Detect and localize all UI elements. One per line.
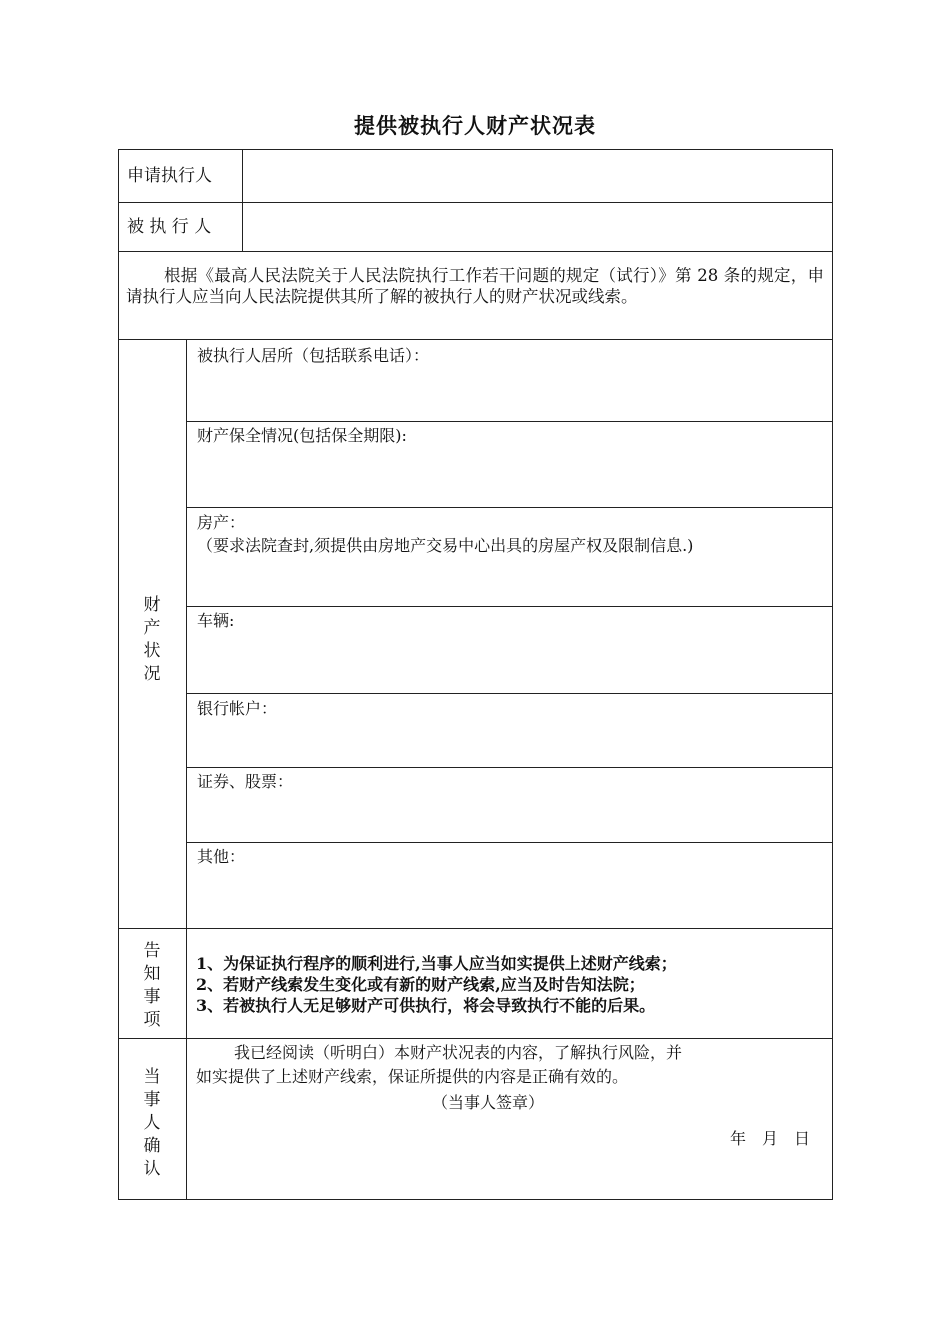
date-field[interactable]: 年 月 日 xyxy=(730,1129,811,1148)
property-row-residence[interactable] xyxy=(188,341,831,420)
property-row-real-estate[interactable] xyxy=(188,509,831,605)
real-estate-label: 房产： xyxy=(197,513,246,532)
confirm-statement-line-2: 如实提供了上述财产线索，保证所提供的内容是正确有效的。 xyxy=(196,1067,629,1086)
notice-item-3: 3、若被执行人无足够财产可供执行，将会导致执行不能的后果。 xyxy=(196,996,656,1015)
page-title: 提供被执行人财产状况表 xyxy=(354,113,596,138)
notice-section-label: 告知事项 xyxy=(143,941,161,1030)
confirm-section-label: 当事人确认 xyxy=(143,1067,161,1179)
signature-area[interactable] xyxy=(560,1090,720,1116)
bank-account-label: 银行帐户： xyxy=(197,699,278,718)
other-label: 其他： xyxy=(197,847,246,866)
preservation-label: 财产保全情况(包括保全期限): xyxy=(197,426,407,445)
applicant-label: 申请执行人 xyxy=(127,166,212,186)
respondent-label: 被 执 行 人 xyxy=(127,217,212,237)
property-row-other[interactable] xyxy=(188,844,831,927)
confirm-statement-line-1: 我已经阅读（听明白）本财产状况表的内容，了解执行风险，并 xyxy=(234,1043,683,1062)
property-section-label: 财产状况 xyxy=(143,595,161,684)
property-row-vehicle[interactable] xyxy=(188,608,831,692)
property-row-securities[interactable] xyxy=(188,769,831,841)
property-row-bank-account[interactable] xyxy=(188,695,831,766)
securities-label: 证券、股票： xyxy=(197,772,294,791)
real-estate-note: （要求法院查封,须提供由房地产交易中心出具的房屋产权及限制信息.) xyxy=(197,536,694,555)
applicant-field[interactable] xyxy=(244,151,831,201)
notice-item-2: 2、若财产线索发生变化或有新的财产线索,应当及时告知法院； xyxy=(196,975,645,994)
respondent-field[interactable] xyxy=(244,204,831,250)
legal-basis-text: 根据《最高人民法院关于人民法院执行工作若干问题的规定（试行）》第 28 条的规定，申请执行人应当向人民法院提供其所了解的被执行人的财产状况或线索。 xyxy=(126,266,824,306)
signature-label: （当事人签章） xyxy=(432,1093,545,1112)
notice-item-1: 1、为保证执行程序的顺利进行,当事人应当如实提供上述财产线索； xyxy=(196,954,677,973)
vehicle-label: 车辆: xyxy=(197,611,235,630)
property-row-preservation[interactable] xyxy=(188,423,831,506)
residence-label: 被执行人居所（包括联系电话）： xyxy=(197,346,430,365)
